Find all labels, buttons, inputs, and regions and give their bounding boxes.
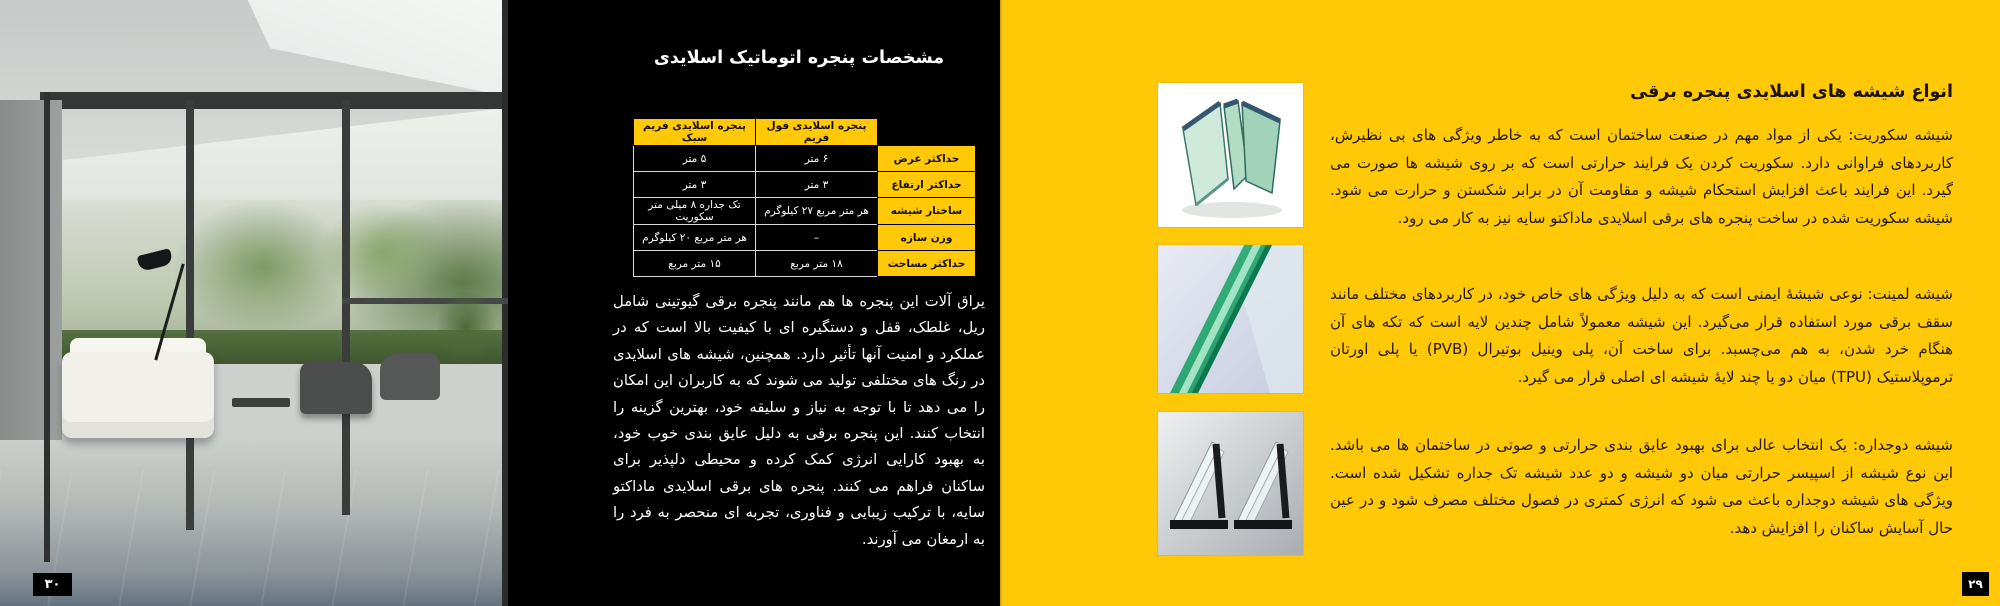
spec-cell: ۵ متر [634,146,756,172]
table-row [634,146,976,172]
spec-row-label: وزن سازه [878,225,976,251]
spec-cell: تک جداره ۸ میلی متر سکوریت [634,198,756,225]
window-top-beam [40,92,508,109]
lounge-chair [300,362,372,414]
spec-table [633,118,976,277]
spec-cell: هر متر مربع ۲۰ کیلوگرم [634,225,756,251]
spec-cell: ۶ متر [756,146,878,172]
left-page-title: مشخصات پنجره اتوماتیک اسلایدی [653,48,945,68]
glass-wall-post [44,92,50,562]
tempered-glass-illustration [1158,83,1303,227]
spec-col-header-full-frame: پنجره اسلایدی فول فریم [756,119,878,146]
sofa [62,352,214,438]
laminated-glass-photo [1158,245,1303,393]
side-wall [0,100,62,460]
laminated-glass-illustration [1158,245,1303,393]
double-glazed-photo [1158,412,1303,555]
spec-cell: هر متر مربع ۲۷ کیلوگرم [756,198,878,225]
glass-wall-post [186,100,194,530]
laminated-glass-text: شیشه لمینت: نوعی شیشهٔ ایمنی است که به دلیل ویژگی های خاص خود، در کاربردهای مختلف مانند سقف برقی مورد استفاده قرار می‌گیرد. این شیشه معمولاً شامل چندین لایه است که تکه های آن هنگام خرد شدن، به هم می‌چسبد. برای ساخت آن، پلی وینیل بوتیرال (PVB) یا پلی اورتان ترموپلاستیک (TPU) میان دو یا چند لایهٔ شیشه ای اصلی قرار می گیرد. [1330,285,1954,386]
page-number-right: ۲۹ [1962,572,1989,596]
spec-cell: – [756,225,878,251]
page-number-left: ۳۰ [33,573,72,596]
table-row [634,225,976,251]
floor-sheen [0,470,508,606]
spec-header-row [634,119,976,146]
tempered-glass-photo [1158,83,1303,227]
page-fold-shadow [998,0,1003,606]
double-glazed-text: شیشه دوجداره: یک انتخاب عالی برای بهبود عایق بندی حرارتی و صوتی در ساختمان ها می باشد. این نوع شیشه از اسپیسر حرارتی میان دو شیشه و دو عدد شیشه تک جداره تشکیل شده است. ویژگی های شیشه دوجداره باعث می شود که انرژی کمتری در فصول مختلف مصرف شود و در عین حال آسایش ساکنان را افزایش دهد. [1330,436,1953,537]
right-page [1000,0,2000,606]
spec-cell: ۱۸ متر مربع [756,251,878,277]
spec-cell: ۳ متر [756,172,878,198]
glass-wall-post [342,100,350,515]
spec-row-label: ساختار شیشه [878,198,976,225]
spec-corner-cell [878,119,976,146]
spec-cell: ۱۵ متر مربع [634,251,756,277]
table-row [634,198,976,225]
left-body-text: یراق آلات این پنجره ها هم مانند پنجره برقی گیوتینی شامل ریل، غلطک، قفل و دستگیره ای با کیفیت بالا است که در عملکرد و امنیت آنها تأثیر دارد. همچنین، شیشه های اسلایدی در رنگ های مختلفی تولید می شوند که به کاربران این امکان را می دهد تا با توجه به نیاز و سلیقه خود، بهترین گزینه را انتخاب کنند. این پنجره برقی به دلیل عایق بندی خوب خود، به بهبود کارایی انرژی کمک کرده و محیطی دلپذیر برای ساکنان فراهم می کنند. پنجره های برقی اسلایدی ماداکتو سایه، با ترکیب زیبایی و فناوری، تجربه ای منحصر به فرد را به ارمغان می آورند. [613,293,985,548]
spec-row-label: حداکثر مساحت [878,251,976,277]
spec-col-header-light-frame: پنجره اسلایدی فریم سبک [634,119,756,146]
double-glazed-illustration [1158,412,1303,555]
plant [428,292,504,384]
table-row [634,251,976,277]
interior-photo [0,0,508,606]
table-row [634,172,976,198]
spec-row-label: حداکثر عرض [878,146,976,172]
tempered-glass-text: شیشه سکوریت: یکی از مواد مهم در صنعت ساختمان است که به خاطر ویژگی های بی نظیرش، کاربردهای فراوانی دارد. سکوریت کردن یک فرایند حرارتی است که بر روی شیشه ها صورت می گیرد. این فرایند باعث افزایش استحکام شیشه و مقاومت آن در برابر شکستن و حرارت می شود. شیشه سکوریت شده در ساخت پنجره های برقی اسلایدی ماداکتو سایه نیز به کار می رود. [1330,126,1953,227]
right-page-title: انواع شیشه های اسلایدی پنجره برقی [1630,82,1953,102]
spec-cell: ۳ متر [634,172,756,198]
spec-row-label: حداکثر ارتفاع [878,172,976,198]
coffee-table [232,398,290,407]
